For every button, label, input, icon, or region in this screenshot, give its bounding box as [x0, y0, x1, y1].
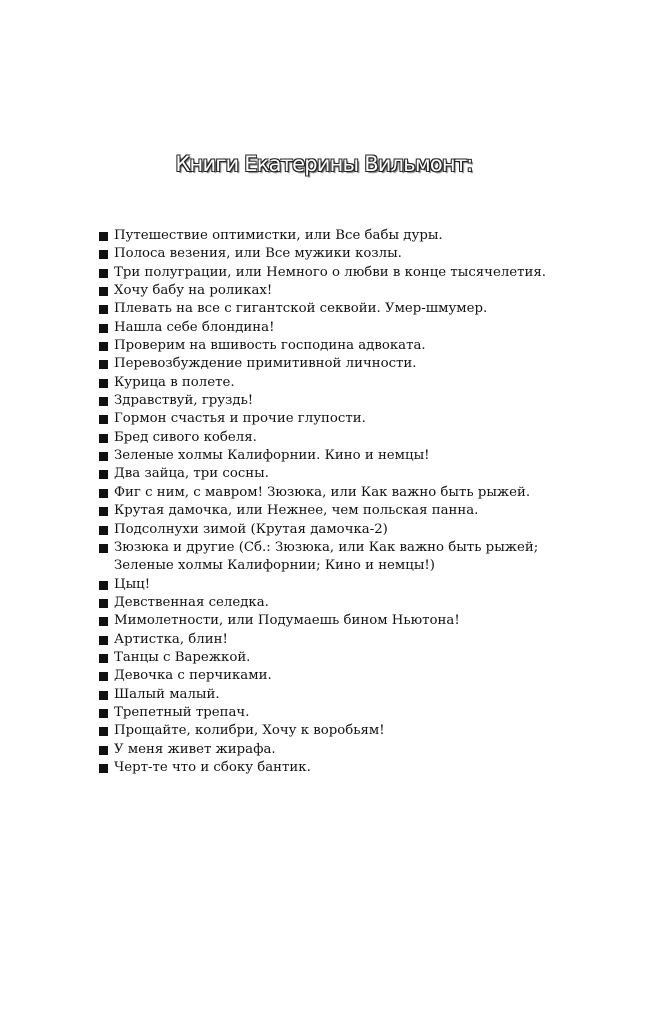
- square-bullet-icon: [99, 379, 108, 388]
- book-title: Курица в полете.: [114, 374, 235, 390]
- book-list-item: [98, 300, 546, 318]
- book-list-item: [98, 594, 546, 612]
- book-list-item: [98, 649, 546, 667]
- book-title: Проверим на вшивость господина адвоката.: [114, 338, 426, 354]
- square-bullet-icon: [99, 691, 108, 700]
- book-title: Прощайте, колибри, Хочу к воробьям!: [114, 723, 385, 739]
- book-list: [98, 227, 546, 777]
- book-title: Путешествие оптимистки, или Все бабы дуры.: [114, 228, 443, 243]
- book-list-item: [98, 521, 546, 539]
- book-title: Перевозбуждение примитивной личности.: [114, 356, 417, 372]
- square-bullet-icon: [99, 526, 108, 535]
- square-bullet-icon: [99, 287, 108, 296]
- book-list-item: [98, 355, 546, 373]
- square-bullet-icon: [99, 415, 108, 424]
- square-bullet-icon: [99, 617, 108, 626]
- book-list-item: [98, 392, 546, 410]
- book-title: Черт-те что и сбоку бантик.: [114, 759, 311, 775]
- square-bullet-icon: [99, 507, 108, 516]
- book-list-item: [98, 447, 546, 465]
- book-list-item: [98, 410, 546, 428]
- square-bullet-icon: [99, 709, 108, 718]
- book-list-item: [98, 282, 546, 300]
- book-title: Два зайца, три сосны.: [114, 466, 269, 482]
- book-title: Три полуграции, или Немного о любви в конце тысячелетия.: [114, 264, 546, 280]
- square-bullet-icon: [99, 342, 108, 351]
- square-bullet-icon: [99, 269, 108, 278]
- book-list-item: [98, 631, 546, 649]
- square-bullet-icon: [99, 746, 108, 755]
- square-bullet-icon: [99, 544, 108, 553]
- book-title: Полоса везения, или Все мужики козлы.: [114, 246, 402, 262]
- book-title: Здравствуй, груздь!: [114, 393, 254, 409]
- book-title: Девочка с перчиками.: [114, 668, 272, 684]
- book-title: Фиг с ним, с мавром! Зюзюка, или Как важно быть рыжей.: [114, 484, 531, 500]
- book-title: Зюзюка и другие (Сб.: Зюзюка, или Как важно быть рыжей; Зеленые холмы Калифорнии; Кино и немцы!): [114, 539, 539, 574]
- book-list-item: [98, 686, 546, 704]
- square-bullet-icon: [99, 470, 108, 479]
- book-title: Нашла себе блондина!: [114, 319, 275, 335]
- square-bullet-icon: [99, 434, 108, 443]
- book-title: Трепетный трепач.: [114, 704, 250, 720]
- book-title: Зеленые холмы Калифорнии. Кино и немцы!: [114, 448, 430, 464]
- square-bullet-icon: [99, 654, 108, 663]
- book-list-item: [98, 337, 546, 355]
- book-title: Плевать на все с гигантской секвойи. Умер-шмумер.: [114, 301, 488, 317]
- book-list-item: [98, 722, 546, 740]
- book-title: Мимолетности, или Подумаешь бином Ньютона!: [114, 613, 460, 629]
- square-bullet-icon: [99, 581, 108, 590]
- book-title: Танцы с Варежкой.: [114, 649, 251, 665]
- book-list-item: [98, 539, 546, 576]
- book-list-item: [98, 502, 546, 520]
- book-title: Артистка, блин!: [114, 631, 228, 647]
- square-bullet-icon: [99, 360, 108, 369]
- book-title: Подсолнухи зимой (Крутая дамочка-2): [114, 521, 388, 537]
- square-bullet-icon: [99, 324, 108, 333]
- square-bullet-icon: [99, 305, 108, 314]
- book-list-item: [98, 245, 546, 263]
- square-bullet-icon: [99, 599, 108, 608]
- square-bullet-icon: [99, 250, 108, 259]
- book-list-item: [98, 576, 546, 594]
- square-bullet-icon: [99, 452, 108, 461]
- book-title: У меня живет жирафа.: [114, 741, 276, 757]
- book-title: Бред сивого кобеля.: [114, 429, 257, 445]
- page-title: Книги Екатерины Вильмонт:: [175, 152, 473, 176]
- square-bullet-icon: [99, 764, 108, 773]
- square-bullet-icon: [99, 397, 108, 406]
- book-list-item: [98, 429, 546, 447]
- book-list-item: [98, 704, 546, 722]
- book-list-item: [98, 484, 546, 502]
- square-bullet-icon: [99, 636, 108, 645]
- book-list-item: [98, 612, 546, 630]
- square-bullet-icon: [99, 489, 108, 498]
- book-list-item: [98, 319, 546, 337]
- book-list-item: [98, 759, 546, 777]
- book-title: Девственная селедка.: [114, 594, 269, 610]
- book-title: Шалый малый.: [114, 686, 220, 702]
- square-bullet-icon: [99, 232, 108, 241]
- book-list-item: [98, 264, 546, 282]
- book-list-item: [98, 227, 546, 245]
- book-list-item: [98, 667, 546, 685]
- book-title: Крутая дамочка, или Нежнее, чем польская панна.: [114, 503, 479, 519]
- book-list-item: [98, 374, 546, 392]
- square-bullet-icon: [99, 727, 108, 736]
- book-title: Гормон счастья и прочие глупости.: [114, 411, 366, 427]
- square-bullet-icon: [99, 672, 108, 681]
- book-list-item: [98, 465, 546, 483]
- book-list-item: [98, 741, 546, 759]
- book-title: Хочу бабу на роликах!: [114, 283, 273, 299]
- book-title: Цыц!: [114, 576, 151, 592]
